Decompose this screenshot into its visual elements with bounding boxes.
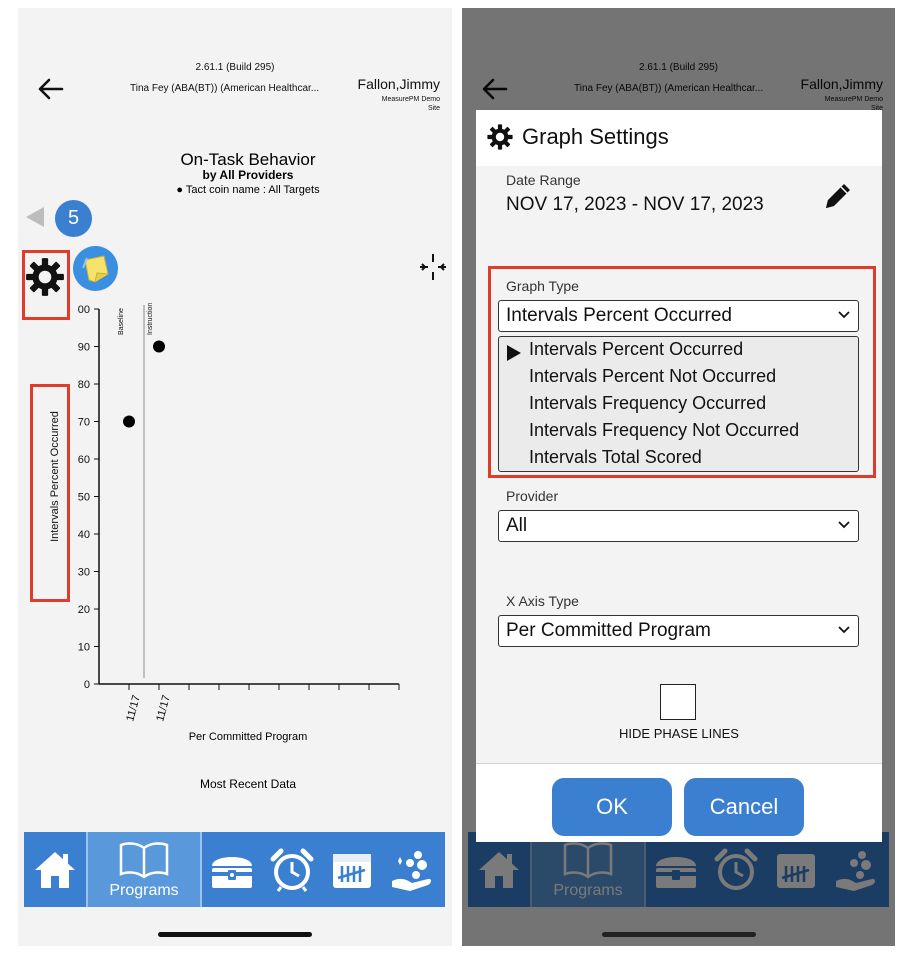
interval-chart bbox=[18, 288, 452, 728]
graph-type-option[interactable]: Intervals Percent Occurred bbox=[529, 339, 744, 359]
home-indicator bbox=[602, 932, 756, 937]
book-icon bbox=[118, 840, 170, 880]
previous-page-icon[interactable] bbox=[26, 207, 44, 227]
back-arrow-icon[interactable] bbox=[36, 74, 66, 104]
dialog-title: Graph Settings bbox=[522, 124, 669, 149]
y-tick-label: 10 bbox=[77, 641, 90, 654]
provider-label: Provider bbox=[506, 488, 559, 504]
graph-type-label: Graph Type bbox=[506, 278, 579, 294]
sticky-note-icon bbox=[73, 246, 118, 291]
y-tick-label: 00 bbox=[77, 304, 90, 316]
ok-button[interactable]: OK bbox=[552, 778, 672, 836]
provider-select[interactable] bbox=[498, 510, 859, 542]
graph-type-value: Intervals Percent Occurred bbox=[506, 305, 732, 326]
hide-phase-lines-label: HIDE PHASE LINES bbox=[619, 726, 739, 741]
most-recent-data-link[interactable]: Most Recent Data bbox=[199, 777, 297, 791]
bottom-tab-bar bbox=[24, 832, 445, 907]
data-point bbox=[153, 341, 165, 353]
tab-programs-label: Programs bbox=[109, 881, 179, 899]
graph-type-option[interactable]: Intervals Frequency Not Occurred bbox=[529, 420, 800, 440]
y-tick-label: 40 bbox=[77, 529, 90, 541]
build-version: 2.61.1 (Build 295) bbox=[195, 62, 275, 73]
gear-icon bbox=[486, 123, 514, 151]
site-line-1: MeasurePM Demo bbox=[381, 96, 440, 103]
date-range-label: Date Range bbox=[506, 172, 581, 188]
phase-label: Instruction bbox=[147, 302, 154, 335]
graph-title: On-Task Behavior bbox=[180, 150, 316, 169]
x-tick-label: 11/17 bbox=[124, 693, 143, 723]
provider-value: All bbox=[506, 515, 528, 536]
y-tick-label: 90 bbox=[77, 341, 90, 354]
cancel-button[interactable]: Cancel bbox=[684, 778, 804, 836]
phase-label: Baseline bbox=[118, 308, 125, 335]
x-tick-label: 11/17 bbox=[154, 693, 173, 723]
alarm-clock-icon bbox=[269, 847, 315, 893]
chevron-down-icon bbox=[838, 521, 850, 529]
right-screen bbox=[462, 8, 895, 946]
tab-tally[interactable] bbox=[322, 832, 382, 907]
hand-coins-icon bbox=[388, 847, 436, 893]
tab-rewards[interactable] bbox=[382, 832, 442, 907]
data-point bbox=[123, 416, 135, 428]
y-tick-label: 70 bbox=[77, 416, 90, 429]
tab-home[interactable] bbox=[24, 832, 86, 907]
left-screen bbox=[18, 8, 452, 946]
home-indicator bbox=[158, 932, 312, 937]
x-axis-type-value: Per Committed Program bbox=[506, 620, 711, 641]
tab-programs[interactable] bbox=[86, 832, 202, 907]
y-tick-label: 0 bbox=[83, 679, 90, 691]
provider-name: Tina Fey (ABA(BT)) (American Healthcar... bbox=[130, 83, 320, 94]
chevron-down-icon bbox=[838, 626, 850, 634]
site-name bbox=[382, 95, 440, 113]
date-range-value: NOV 17, 2023 - NOV 17, 2023 bbox=[506, 194, 764, 215]
graph-type-option[interactable]: Intervals Frequency Occurred bbox=[529, 393, 767, 413]
y-axis-label: Intervals Percent Occurred bbox=[49, 411, 61, 542]
dialog-header bbox=[476, 110, 882, 166]
notes-button[interactable] bbox=[73, 246, 118, 291]
home-icon bbox=[31, 846, 79, 894]
y-tick-label: 80 bbox=[77, 379, 90, 391]
y-tick-label: 20 bbox=[77, 604, 90, 616]
y-tick-label: 50 bbox=[77, 491, 90, 504]
ylabel-highlight-box bbox=[30, 384, 70, 602]
graph-type-option[interactable]: Intervals Percent Not Occurred bbox=[529, 366, 777, 386]
graph-subtitle: by All Providers bbox=[202, 168, 294, 182]
graph-type-highlight-box bbox=[488, 266, 876, 478]
client-name: Fallon,Jimmy bbox=[357, 76, 440, 92]
tab-treasure[interactable] bbox=[202, 832, 262, 907]
graph-type-option[interactable]: Intervals Total Scored bbox=[529, 447, 702, 467]
page-badge[interactable]: 5 bbox=[55, 200, 92, 237]
hide-phase-lines-checkbox[interactable] bbox=[660, 684, 696, 720]
y-tick-label: 30 bbox=[77, 566, 90, 579]
pencil-icon[interactable] bbox=[820, 178, 856, 214]
treasure-chest-icon bbox=[208, 848, 256, 892]
site-line-2: Site bbox=[427, 105, 440, 112]
x-axis-type-label: X Axis Type bbox=[506, 593, 579, 609]
tab-timer[interactable] bbox=[262, 832, 322, 907]
x-axis-type-select[interactable] bbox=[498, 615, 859, 647]
graph-legend: ● Tact coin name : All Targets bbox=[176, 184, 320, 196]
x-axis-label: Per Committed Program bbox=[188, 731, 308, 743]
crosshair-icon[interactable] bbox=[418, 252, 448, 282]
tally-calendar-icon bbox=[329, 848, 375, 892]
y-tick-label: 60 bbox=[77, 454, 90, 466]
